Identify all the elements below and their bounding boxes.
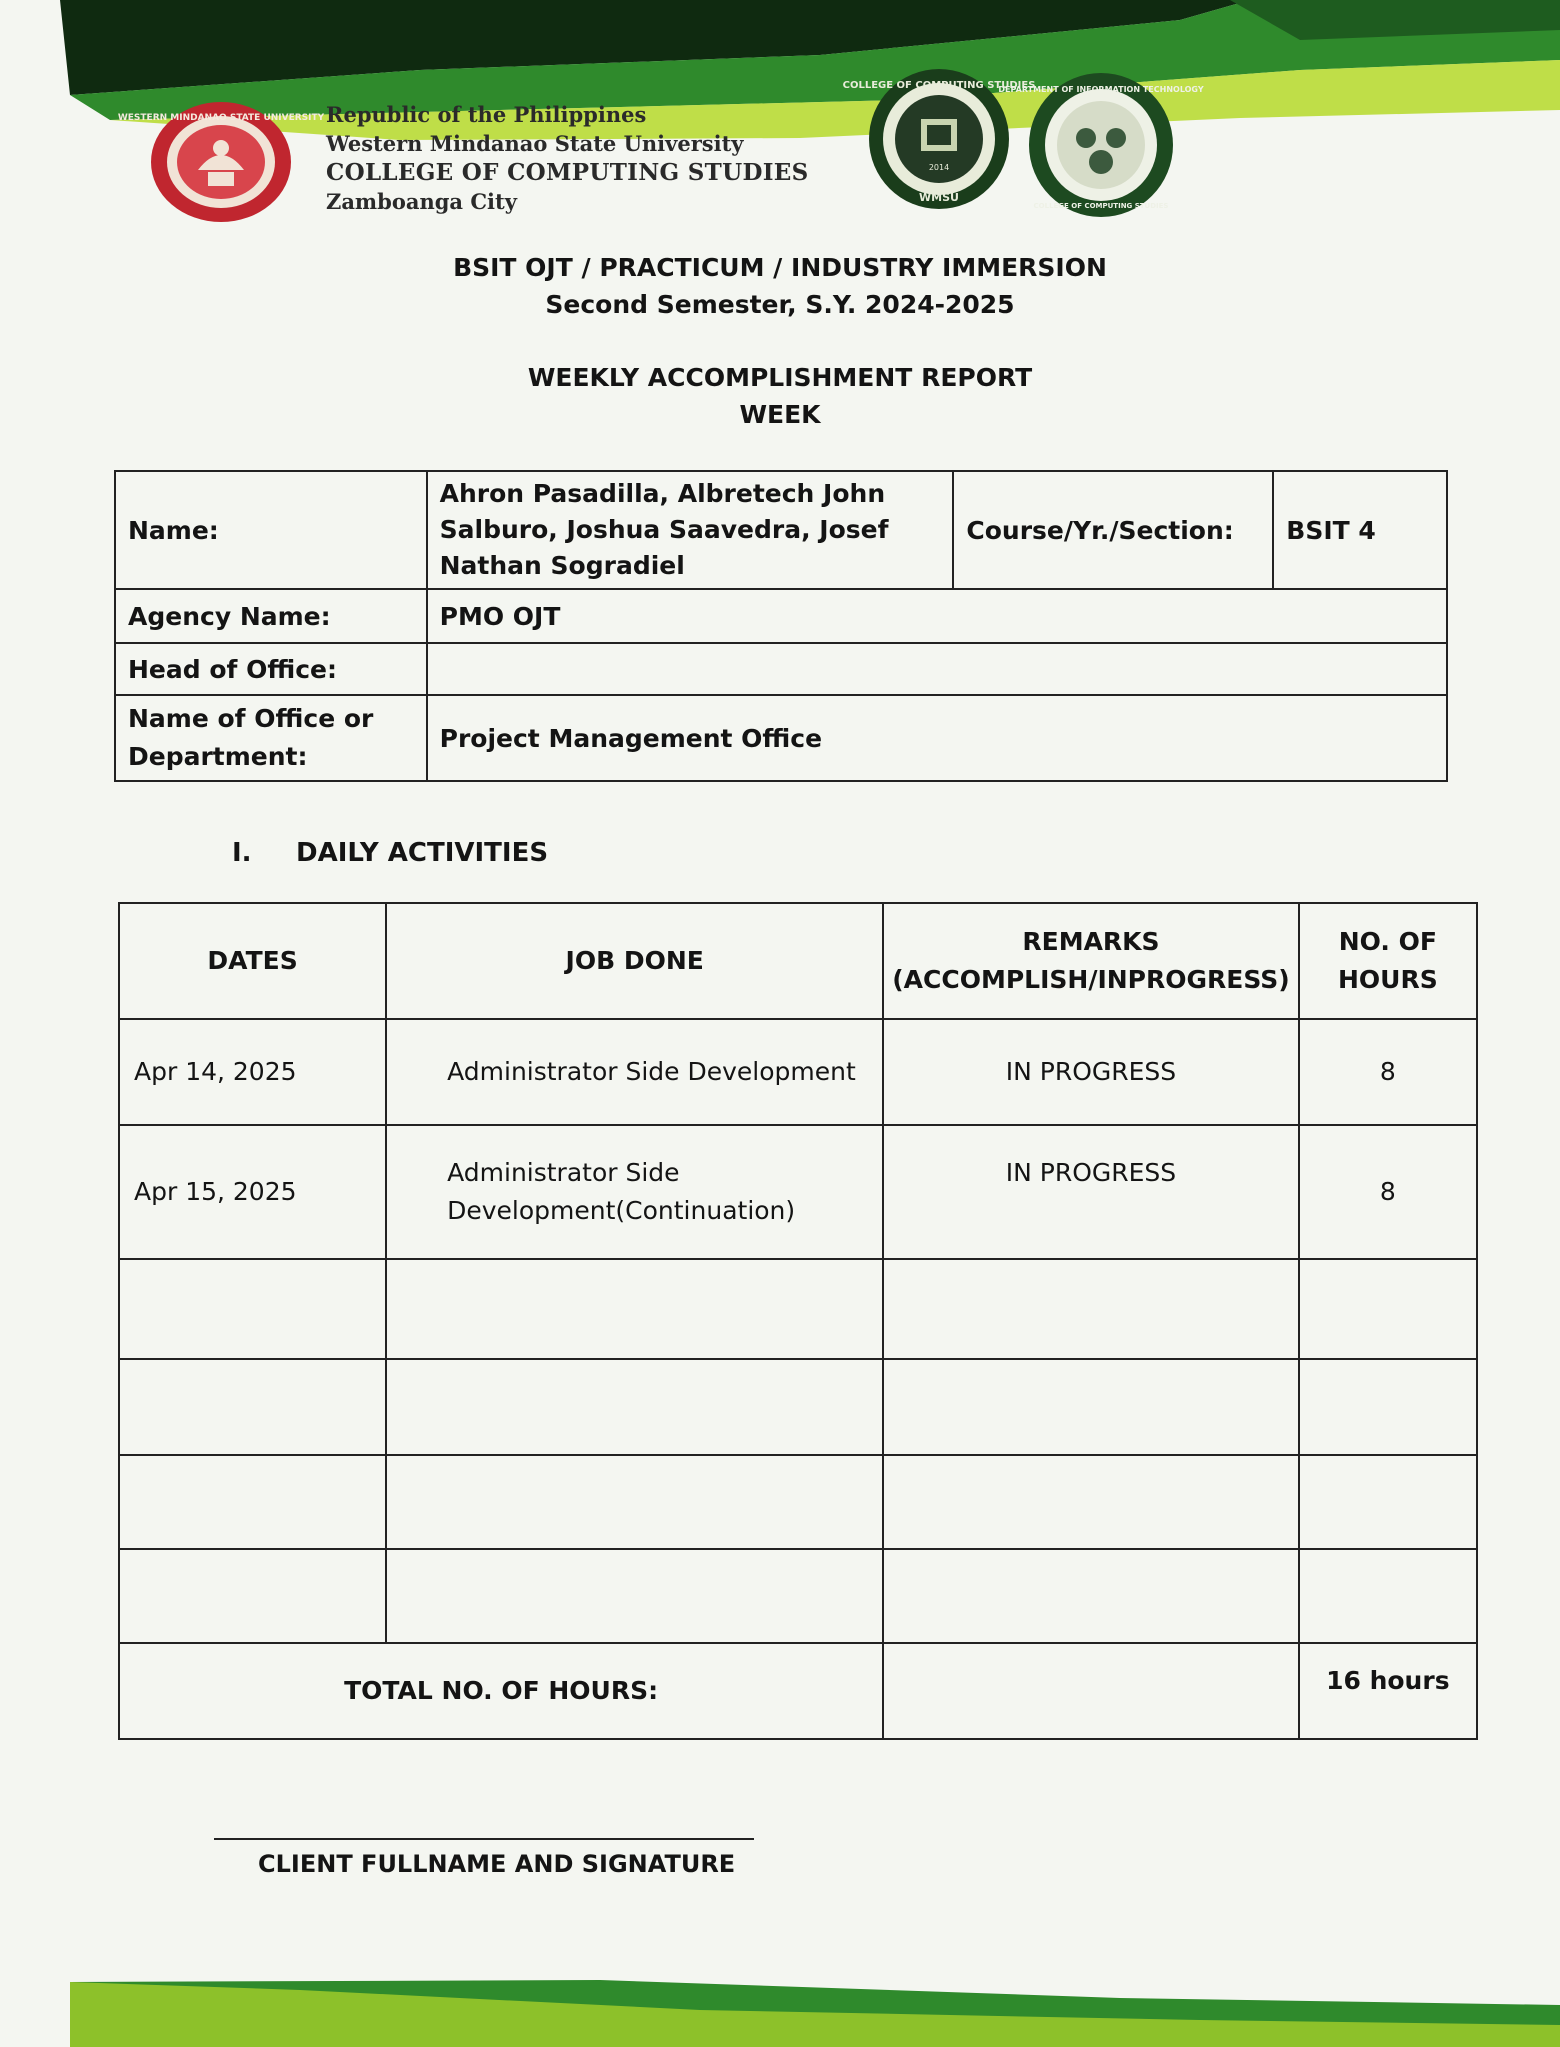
table-row xyxy=(119,1019,1477,1125)
program-title: BSIT OJT / PRACTICUM / INDUSTRY IMMERSION xyxy=(453,253,1107,282)
name-value: Ahron Pasadilla, Albretech John Salburo, Joshua Saavedra, Josef Nathan Sogradiel xyxy=(427,471,954,589)
university-line: Western Mindanao State University xyxy=(326,131,744,156)
college-line: COLLEGE OF COMPUTING STUDIES xyxy=(326,159,809,186)
semester-title: Second Semester, S.Y. 2024-2025 xyxy=(545,290,1015,319)
agency-value: PMO OJT xyxy=(427,589,1447,643)
ccs-logo xyxy=(842,64,1036,214)
bottom-decorative-banner xyxy=(0,1980,1560,2047)
row-job xyxy=(386,1455,883,1549)
name-row xyxy=(115,471,1447,589)
head-row xyxy=(115,643,1447,695)
job-header: JOB DONE xyxy=(386,903,883,1019)
row-date: Apr 15, 2025 xyxy=(119,1125,386,1259)
student-info-table xyxy=(114,470,1448,782)
row-remarks: IN PROGRESS xyxy=(883,1125,1298,1259)
total-hours-label: TOTAL NO. OF HOURS: xyxy=(119,1643,883,1739)
course-value: BSIT 4 xyxy=(1273,471,1447,589)
office-value: Project Management Office xyxy=(427,695,1447,781)
department-it-logo xyxy=(998,70,1204,220)
svg-text:DEPARTMENT OF INFORMATION TECH: DEPARTMENT OF INFORMATION TECHNOLOGY xyxy=(998,85,1204,94)
section-title: DAILY ACTIVITIES xyxy=(296,838,549,868)
row-job: Administrator Side Development xyxy=(386,1019,883,1125)
section-number: I. xyxy=(232,838,252,868)
row-date xyxy=(119,1455,386,1549)
svg-text:WESTERN MINDANAO STATE UNIVERS: WESTERN MINDANAO STATE UNIVERSITY xyxy=(117,113,325,123)
row-remarks xyxy=(883,1259,1298,1359)
signature-line xyxy=(214,1838,754,1840)
table-row xyxy=(119,1359,1477,1455)
row-job xyxy=(386,1359,883,1455)
row-date: Apr 14, 2025 xyxy=(119,1019,386,1125)
office-row xyxy=(115,695,1447,781)
university-header xyxy=(326,100,809,216)
total-blank-cell xyxy=(883,1643,1298,1739)
row-hours: 8 xyxy=(1299,1019,1477,1125)
republic-line: Republic of the Philippines xyxy=(326,102,647,127)
remarks-header: REMARKS (ACCOMPLISH/INPROGRESS) xyxy=(883,903,1298,1019)
activities-header-row xyxy=(119,903,1477,1019)
table-row xyxy=(119,1549,1477,1643)
name-label: Name: xyxy=(115,471,427,589)
row-job: Administrator Side Development(Continuation) xyxy=(386,1125,883,1259)
svg-text:WMSU: WMSU xyxy=(919,191,959,204)
row-remarks xyxy=(883,1359,1298,1455)
row-hours xyxy=(1299,1455,1477,1549)
row-job xyxy=(386,1259,883,1359)
svg-text:COLLEGE OF COMPUTING STUDIES: COLLEGE OF COMPUTING STUDIES xyxy=(842,80,1036,91)
agency-row xyxy=(115,589,1447,643)
client-signature-label: CLIENT FULLNAME AND SIGNATURE xyxy=(258,1850,736,1878)
row-date xyxy=(119,1549,386,1643)
total-row xyxy=(119,1643,1477,1739)
row-date xyxy=(119,1359,386,1455)
row-hours xyxy=(1299,1359,1477,1455)
row-hours xyxy=(1299,1259,1477,1359)
table-row xyxy=(119,1259,1477,1359)
table-row xyxy=(119,1125,1477,1259)
report-title: WEEKLY ACCOMPLISHMENT REPORT xyxy=(527,363,1033,392)
row-hours xyxy=(1299,1549,1477,1643)
row-remarks xyxy=(883,1549,1298,1643)
wmsu-seal-logo xyxy=(117,100,325,224)
row-hours: 8 xyxy=(1299,1125,1477,1259)
head-value xyxy=(427,643,1447,695)
row-remarks xyxy=(883,1455,1298,1549)
head-label: Head of Office: xyxy=(115,643,427,695)
svg-text:2014: 2014 xyxy=(928,163,950,172)
course-label: Course/Yr./Section: xyxy=(953,471,1273,589)
table-row xyxy=(119,1455,1477,1549)
row-job xyxy=(386,1549,883,1643)
svg-text:COLLEGE OF COMPUTING STUDIES: COLLEGE OF COMPUTING STUDIES xyxy=(1033,202,1169,210)
dates-header: DATES xyxy=(119,903,386,1019)
total-hours-value: 16 hours xyxy=(1299,1643,1477,1739)
row-date xyxy=(119,1259,386,1359)
hours-header: NO. OF HOURS xyxy=(1299,903,1477,1019)
daily-activities-table xyxy=(118,902,1478,1740)
daily-activities-heading xyxy=(232,838,548,868)
week-title: WEEK xyxy=(739,400,821,429)
office-label: Name of Office or Department: xyxy=(115,695,427,781)
agency-label: Agency Name: xyxy=(115,589,427,643)
row-remarks: IN PROGRESS xyxy=(883,1019,1298,1125)
city-line: Zamboanga City xyxy=(326,189,517,214)
